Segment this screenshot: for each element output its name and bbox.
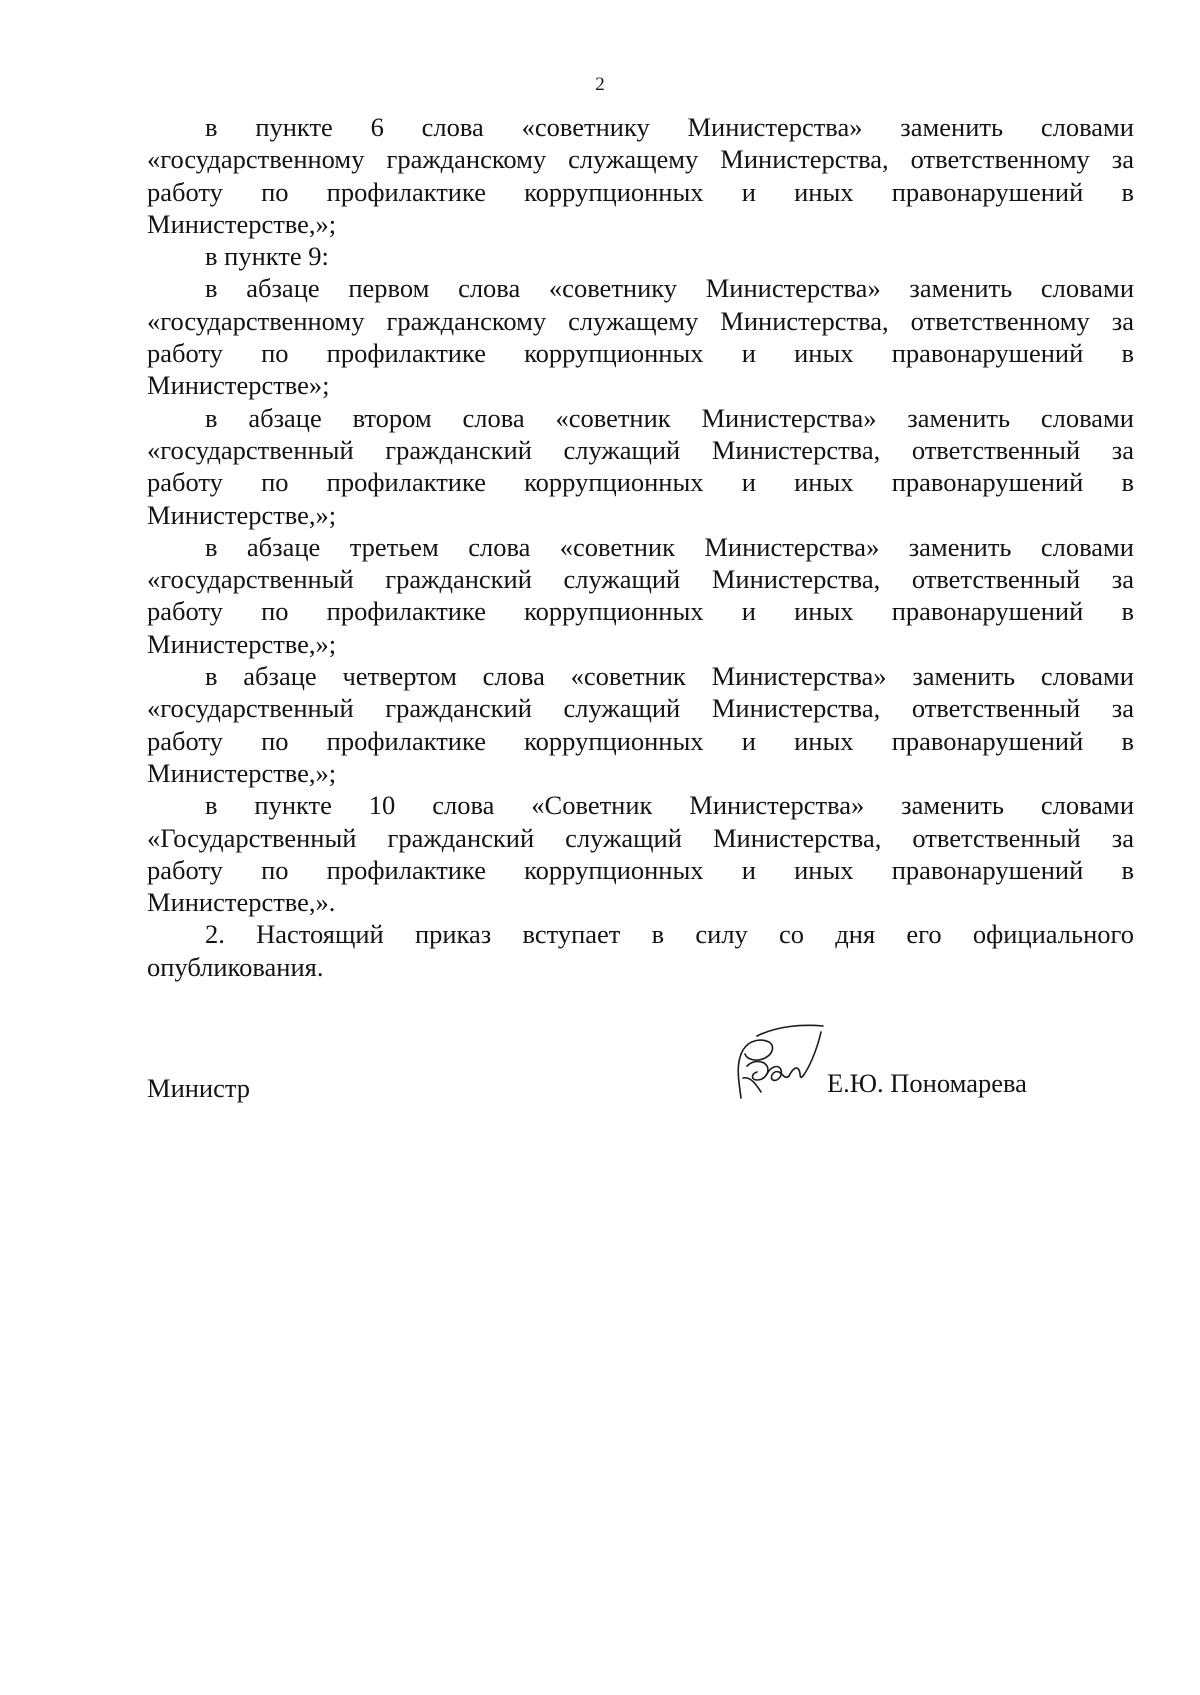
text-line: Министерстве,»; [147, 757, 337, 788]
text-line: работу по профилактике коррупционных и иных правонарушений в [147, 854, 1134, 885]
text-line: «государственному гражданскому служащему Министерства, ответственному за [147, 144, 1134, 175]
text-line: Министерстве,». [147, 887, 336, 918]
paragraph [147, 111, 1134, 240]
paragraph [147, 531, 1134, 660]
text-line: Министерстве,»; [147, 208, 337, 239]
paragraph [147, 402, 1134, 531]
text-line: Министерстве,»; [147, 499, 337, 530]
text-line: «государственный гражданский служащий Министерства, ответственный за [147, 434, 1134, 465]
paragraph [147, 918, 1134, 983]
text-line: работу по профилактике коррупционных и иных правонарушений в [147, 467, 1134, 498]
signatory-position: Министр [147, 1073, 251, 1103]
text-line: 2. Настоящий приказ вступает в силу со дня его официального [205, 919, 1134, 950]
text-line: работу по профилактике коррупционных и иных правонарушений в [147, 725, 1134, 756]
text-line: работу по профилактике коррупционных и иных правонарушений в [147, 596, 1134, 627]
handwritten-signature [717, 1020, 827, 1110]
text-line: «государственному гражданскому служащему Министерства, ответственному за [147, 305, 1134, 336]
text-line: в абзаце третьем слова «советник Министерства» заменить словами [205, 531, 1134, 562]
text-line: Министерстве,»; [147, 628, 337, 659]
text-line: в абзаце четвертом слова «советник Министерства» заменить словами [205, 661, 1134, 692]
signatory-name: Е.Ю. Пономарева [827, 1068, 1027, 1098]
text-line: «Государственный гражданский служащий Министерства, ответственный за [147, 822, 1134, 853]
text-line: «государственный гражданский служащий Министерства, ответственный за [147, 564, 1134, 595]
text-line: работу по профилактике коррупционных и иных правонарушений в [147, 176, 1134, 207]
text-line: в пункте 10 слова «Советник Министерства» заменить словами [205, 790, 1134, 821]
signature-block [147, 1068, 1047, 1132]
text-line: Министерстве»; [147, 370, 330, 401]
text-line: в пункте 6 слова «советнику Министерства» заменить словами [205, 112, 1134, 142]
text-line: в абзаце втором слова «советник Министерства» заменить словами [205, 402, 1134, 433]
text-line: работу по профилактике коррупционных и иных правонарушений в [147, 338, 1134, 369]
text-line: в абзаце первом слова «советнику Министерства» заменить словами [205, 273, 1134, 304]
text-line: опубликования. [147, 951, 324, 982]
page-number: 2 [595, 74, 605, 95]
paragraph [147, 789, 1134, 918]
document-body [147, 111, 1134, 983]
paragraph [147, 660, 1134, 789]
text-line: в пункте 9: [205, 241, 329, 272]
paragraph [147, 272, 1134, 401]
text-line: «государственный гражданский служащий Министерства, ответственный за [147, 693, 1134, 724]
paragraph [147, 240, 1134, 272]
